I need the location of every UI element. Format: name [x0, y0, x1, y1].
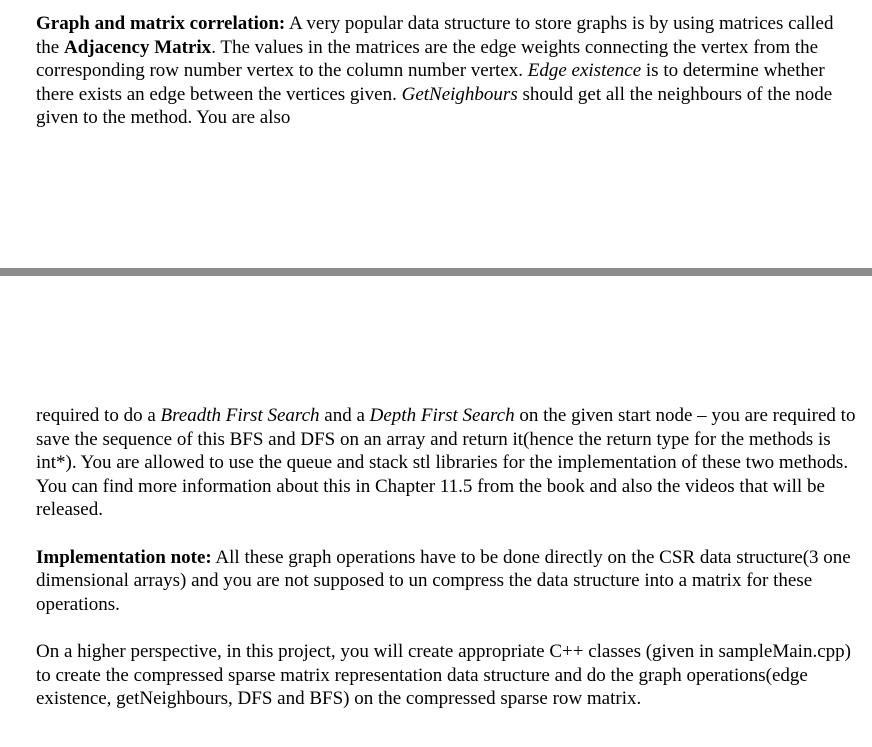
intro-paragraph — [36, 12, 856, 130]
intro-heading: Graph and matrix correlation: — [36, 13, 286, 34]
intro-text-1: A very popular data structure to store graphs is by using matrices called the — [36, 13, 834, 58]
dfs-term: Depth First Search — [369, 405, 515, 426]
implementation-note-heading: Implementation note: — [36, 546, 212, 568]
page-divider — [0, 268, 872, 276]
get-neighbours-term: GetNeighbours — [401, 83, 518, 105]
document-excerpt-bottom — [36, 404, 856, 711]
intro-text-4: should get all the neighbours of the node given to the method. You are also — [36, 83, 833, 129]
implementation-note-paragraph — [36, 546, 856, 617]
traversal-text-1: required to do a — [36, 405, 161, 426]
bfs-term: Breadth First Search — [160, 405, 320, 426]
edge-existence-term: Edge existence — [527, 60, 642, 82]
traversal-text-2: and a — [319, 405, 370, 426]
document-excerpt-top — [36, 12, 856, 130]
intro-text-2: . The values in the matrices are the edge weights connecting the vertex from the corresponding row number vertex to the column number vertex. — [36, 36, 819, 82]
traversal-text-3: on the given start node – you are required to save the sequence of this BFS and DFS on an array and return it(hence the return type for the methods is int*). You are allowed to use the queue and stack stl libraries for the implementation of these two methods. You can find more information about this in Chapter 11.5 from the book and also the videos that will be released. — [36, 405, 856, 521]
intro-text-3: is to determine whether there exists an edge between the vertices given. — [36, 60, 825, 105]
implementation-note-text: All these graph operations have to be done directly on the CSR data structure(3 one dimensional arrays) and you are not supposed to un compress the data structure into a matrix for these operations. — [36, 546, 851, 615]
traversal-paragraph — [36, 404, 856, 522]
adjacency-matrix-term: Adjacency Matrix — [63, 36, 212, 58]
perspective-paragraph: On a higher perspective, in this project, you will create appropriate C++ classes (given in sampleMain.cpp) to create the compressed sparse matrix representation data structure and do the graph operations(edge existence, getNeighbours, DFS and BFS) on the compressed sparse row matrix. — [36, 640, 851, 710]
